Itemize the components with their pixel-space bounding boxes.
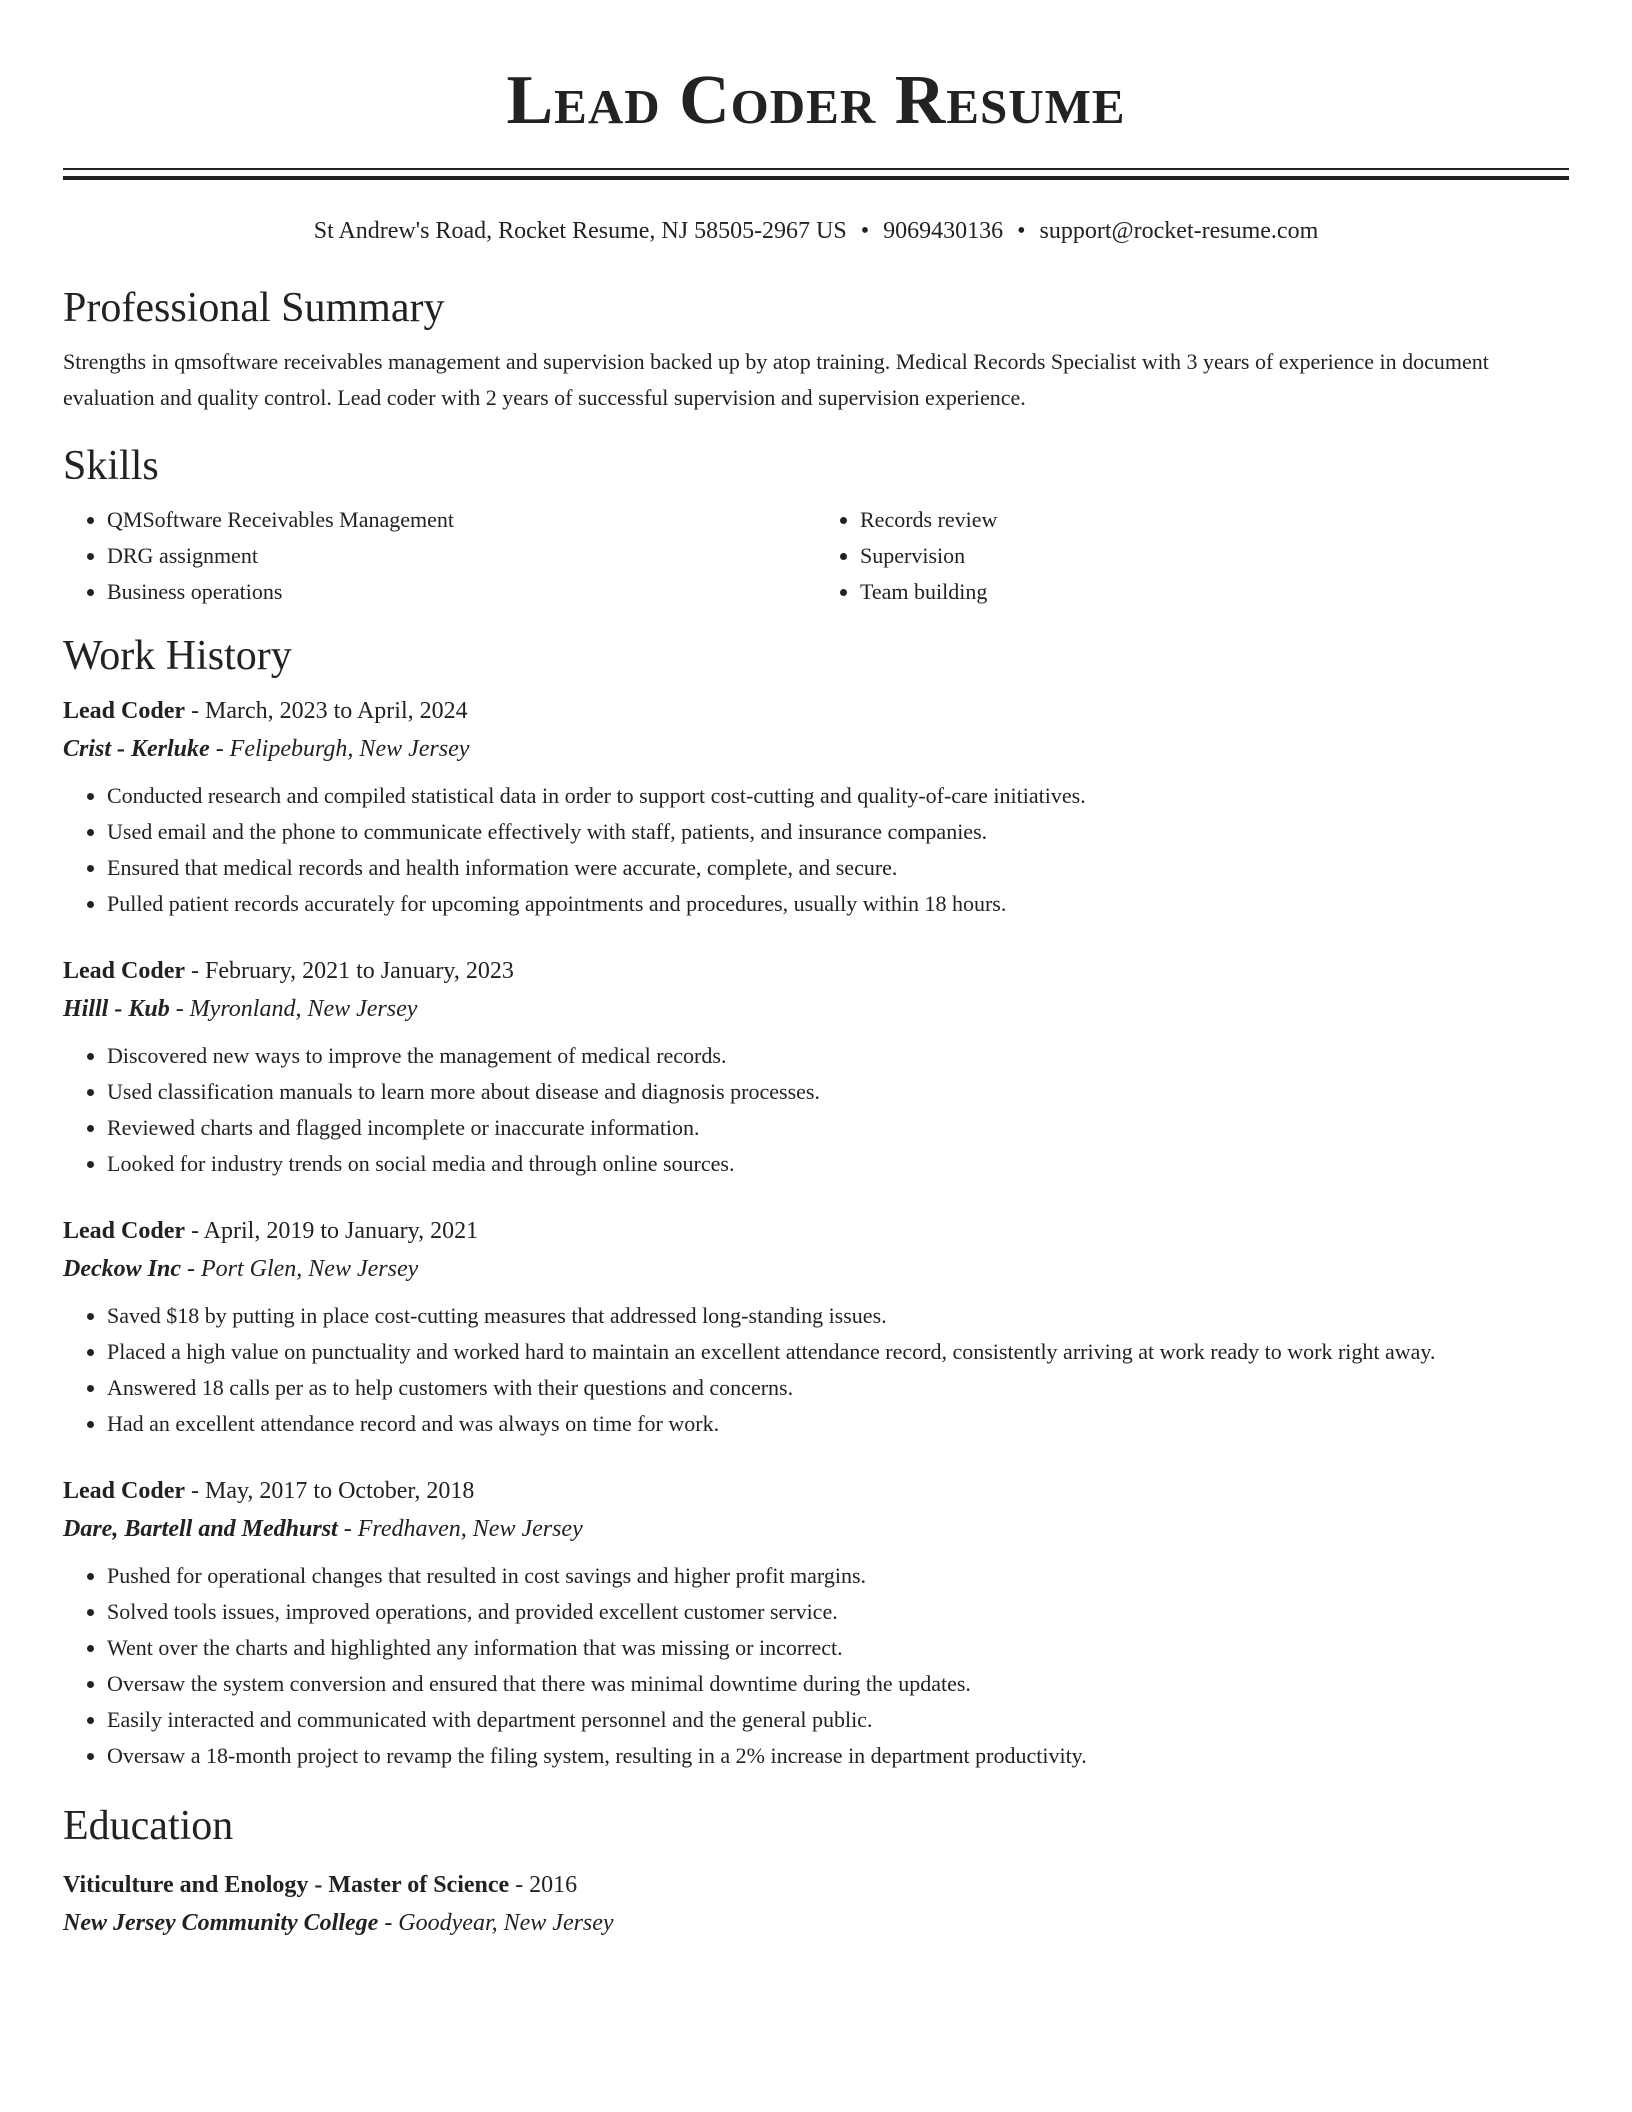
title-divider	[63, 168, 1569, 180]
job-bullets	[63, 1038, 1569, 1182]
job-bullet: • Placed a high value on punctuality and worked hard to maintain an excellent attendance record, consistently arriving at work ready to work right away.	[107, 1334, 1569, 1370]
job-bullet: • Oversaw a 18-month project to revamp the filing system, resulting in a 2% increase in department productivity.	[107, 1738, 1569, 1774]
job-bullet: • Had an excellent attendance record and was always on time for work.	[107, 1406, 1569, 1442]
education-entry	[63, 1866, 1569, 1942]
job-title: Lead Coder	[63, 698, 185, 724]
skill-item: • Business operations	[107, 574, 816, 610]
contact-separator: •	[1017, 218, 1026, 244]
contact-separator: •	[860, 218, 870, 244]
job-bullet: • Oversaw the system conversion and ensured that there was minimal downtime during the updates.	[107, 1666, 1569, 1702]
job-bullet: • Went over the charts and highlighted any information that was missing or incorrect.	[107, 1630, 1569, 1666]
education-heading: Education	[63, 1803, 234, 1849]
skill-item: • QMSoftware Receivables Management	[107, 502, 816, 538]
job-bullet: • Saved $18 by putting in place cost-cutting measures that addressed long-standing issues.	[107, 1298, 1569, 1334]
employer-location: - Felipeburgh, New Jersey	[209, 736, 470, 762]
employer-location: - Fredhaven, New Jersey	[337, 1516, 583, 1542]
employer-name: Dare, Bartell and Medhurst	[63, 1516, 338, 1542]
job-bullets	[63, 778, 1569, 922]
contact-address: St Andrew's Road, Rocket Resume, NJ 58505-2967 US	[313, 218, 847, 244]
job-dates: - February, 2021 to January, 2023	[185, 958, 514, 984]
job-bullets	[63, 1298, 1569, 1442]
employer-line	[63, 730, 1569, 768]
job-title: Lead Coder	[63, 958, 185, 984]
school-location: - Goodyear, New Jersey	[378, 1910, 614, 1936]
skill-item: • Supervision	[860, 538, 1569, 574]
job-title: Lead Coder	[63, 1218, 185, 1244]
job-bullet: • Used classification manuals to learn more about disease and diagnosis processes.	[107, 1074, 1569, 1110]
job-dates: - April, 2019 to January, 2021	[185, 1218, 479, 1244]
employer-line	[63, 990, 1569, 1028]
job-bullet: • Answered 18 calls per as to help customers with their questions and concerns.	[107, 1370, 1569, 1406]
job-bullet: • Looked for industry trends on social media and through online sources.	[107, 1146, 1569, 1182]
job-title-line	[63, 1472, 1569, 1510]
job-bullet: • Reviewed charts and flagged incomplete or inaccurate information.	[107, 1110, 1569, 1146]
job-title: Lead Coder	[63, 1478, 185, 1504]
contact-phone: 9069430136	[883, 218, 1004, 244]
skills-list	[63, 502, 1569, 610]
employer-location: - Port Glen, New Jersey	[180, 1256, 419, 1282]
job-entry	[63, 692, 1569, 922]
skill-item: • DRG assignment	[107, 538, 816, 574]
contact-email[interactable]: support@rocket-resume.com	[1039, 218, 1319, 244]
employer-line	[63, 1510, 1569, 1548]
job-entry	[63, 1212, 1569, 1442]
employer-name: Crist - Kerluke	[63, 736, 210, 762]
skills-column-right	[816, 502, 1569, 610]
job-dates: - May, 2017 to October, 2018	[185, 1478, 475, 1504]
degree-year: - 2016	[509, 1872, 578, 1898]
summary-heading: Professional Summary	[63, 285, 445, 331]
job-title-line	[63, 1212, 1569, 1250]
job-bullet: • Ensured that medical records and health information were accurate, complete, and secure.	[107, 850, 1569, 886]
work-history-heading: Work History	[63, 633, 292, 679]
skills-heading: Skills	[63, 443, 159, 489]
skill-item: • Records review	[860, 502, 1569, 538]
employer-line	[63, 1250, 1569, 1288]
employer-name: Hilll - Kub	[63, 996, 170, 1022]
job-bullet: • Pulled patient records accurately for upcoming appointments and procedures, usually within 18 hours.	[107, 886, 1569, 922]
contact-line	[63, 216, 1569, 246]
job-bullets	[63, 1558, 1569, 1774]
divider-thick-line	[63, 176, 1569, 180]
job-bullet: • Easily interacted and communicated with department personnel and the general public.	[107, 1702, 1569, 1738]
resume-title: Lead Coder Resume	[506, 62, 1126, 139]
job-bullet: • Used email and the phone to communicate effectively with staff, patients, and insurance companies.	[107, 814, 1569, 850]
job-dates: - March, 2023 to April, 2024	[185, 698, 468, 724]
job-bullet: • Pushed for operational changes that resulted in cost savings and higher profit margins.	[107, 1558, 1569, 1594]
job-bullet: • Conducted research and compiled statistical data in order to support cost-cutting and quality-of-care initiatives.	[107, 778, 1569, 814]
employer-location: - Myronland, New Jersey	[169, 996, 418, 1022]
skills-column-left	[63, 502, 816, 610]
job-title-line	[63, 952, 1569, 990]
summary-text: Strengths in qmsoftware receivables management and supervision backed up by atop training. Medical Records Specialist with 3 years of experience in document evaluation and quality control. Lead coder with 2 years of successful supervision and supervision experience.	[63, 349, 1489, 410]
employer-name: Deckow Inc	[63, 1256, 181, 1282]
job-bullet: • Solved tools issues, improved operations, and provided excellent customer service.	[107, 1594, 1569, 1630]
degree-line	[63, 1866, 1569, 1904]
skill-item: • Team building	[860, 574, 1569, 610]
job-entry	[63, 1472, 1569, 1774]
degree-name: Viticulture and Enology - Master of Science	[63, 1872, 510, 1898]
job-entry	[63, 952, 1569, 1182]
school-line	[63, 1904, 1569, 1942]
school-name: New Jersey Community College	[63, 1910, 379, 1936]
divider-thin-line	[63, 168, 1569, 170]
job-bullet: • Discovered new ways to improve the management of medical records.	[107, 1038, 1569, 1074]
job-title-line	[63, 692, 1569, 730]
